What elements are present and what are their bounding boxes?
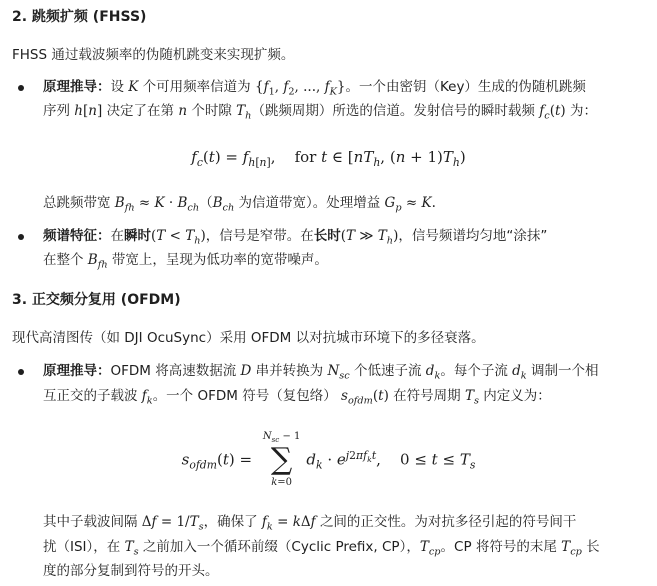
fhss-spectrum-line1: 频谱特征：在瞬时$(T < T_h)$，信号是窄带。在长时(T ≫ $T_h$)，信号频谱均匀地“涂抹” xyxy=(43,228,548,247)
bullet-dot xyxy=(18,369,24,375)
fhss-derivation-line2: 序列 h[n] 决定了在第 n 个时隙 $T_h$（跳频周期）所选的信道。发射信号的瞬时载频 $f_c(t)$ 为： xyxy=(43,103,597,122)
bullet-dot xyxy=(18,85,24,91)
summation-sign: $N_{sc} - 1$ ∑ k=0 xyxy=(262,431,301,488)
fhss-spectrum-line2: 在整个 $B_{fh}$ 带宽上，呈现为低功率的宽带噪声。 xyxy=(43,252,328,271)
fhss-derivation-line1: 原理推导：设 K 个可用频率信道为 {$f_1$, $f_2$, ..., $f_K$}。一个由密钥（Key）生成的伪随机跳频 xyxy=(43,79,586,98)
fhss-frequency-equation: $f_c(t) = f_{h[n]}$, for t ∈ [$nT_h$, $(n + 1)T_h$) xyxy=(191,148,466,169)
bullet-label: 原理推导： xyxy=(43,79,111,95)
bullet-label: 频谱特征： xyxy=(43,228,111,244)
bullet-label: 原理推导： xyxy=(43,363,111,379)
section-title-ofdm: 3. 正交频分复用 (OFDM) xyxy=(12,292,181,308)
section-title-fhss: 2. 跳频扩频 (FHSS) xyxy=(12,9,147,25)
ofdm-symbol-equation: $s_{ofdm}(t)$ = $N_{sc} - 1$ ∑ k=0 $d_k \cdot e^{j2\pi f_kt}$, $0 \le t \le T_s$ xyxy=(181,431,476,488)
ofdm-intro: 现代高清图传（如 DJI OcuSync）采用 OFDM 以对抗城市环境下的多径衰落。 xyxy=(12,330,485,346)
fhss-intro: FHSS 通过载波频率的伪随机跳变来实现扩频。 xyxy=(12,47,295,63)
ofdm-note-line1: 其中子载波间隔 $\Delta f = 1/T_s$，确保了 $f_k = k\Delta f$ 之间的正交性。为对抗多径引起的符号间干 xyxy=(43,514,577,533)
ofdm-derivation-line2: 互正交的子载波 $f_k$。一个 OFDM 符号（复包络） $s_{ofdm}(t)$ 在符号周期 $T_s$ 内定义为： xyxy=(43,388,551,407)
ofdm-note-line3: 度的部分复制到符号的开头。 xyxy=(43,563,219,579)
ofdm-note-line2: 扰（ISI），在 $T_s$ 之前加入一个循环前缀（Cyclic Prefix, CP），$T_{cp}$。CP 将符号的末尾 $T_{cp}$ 长 xyxy=(43,539,600,558)
bullet-dot xyxy=(18,234,24,240)
fhss-bandwidth-note: 总跳频带宽 $B_{fh} \approx K \cdot B_{ch}(B_{ch}$ 为信道带宽）。处理增益 $G_p \approx K$. xyxy=(43,195,436,214)
ofdm-derivation-line1: 原理推导：OFDM 将高速数据流 D 串并转换为 $N_{sc}$ 个低速子流 $d_k$。每个子流 $d_k$ 调制一个相 xyxy=(43,363,599,382)
